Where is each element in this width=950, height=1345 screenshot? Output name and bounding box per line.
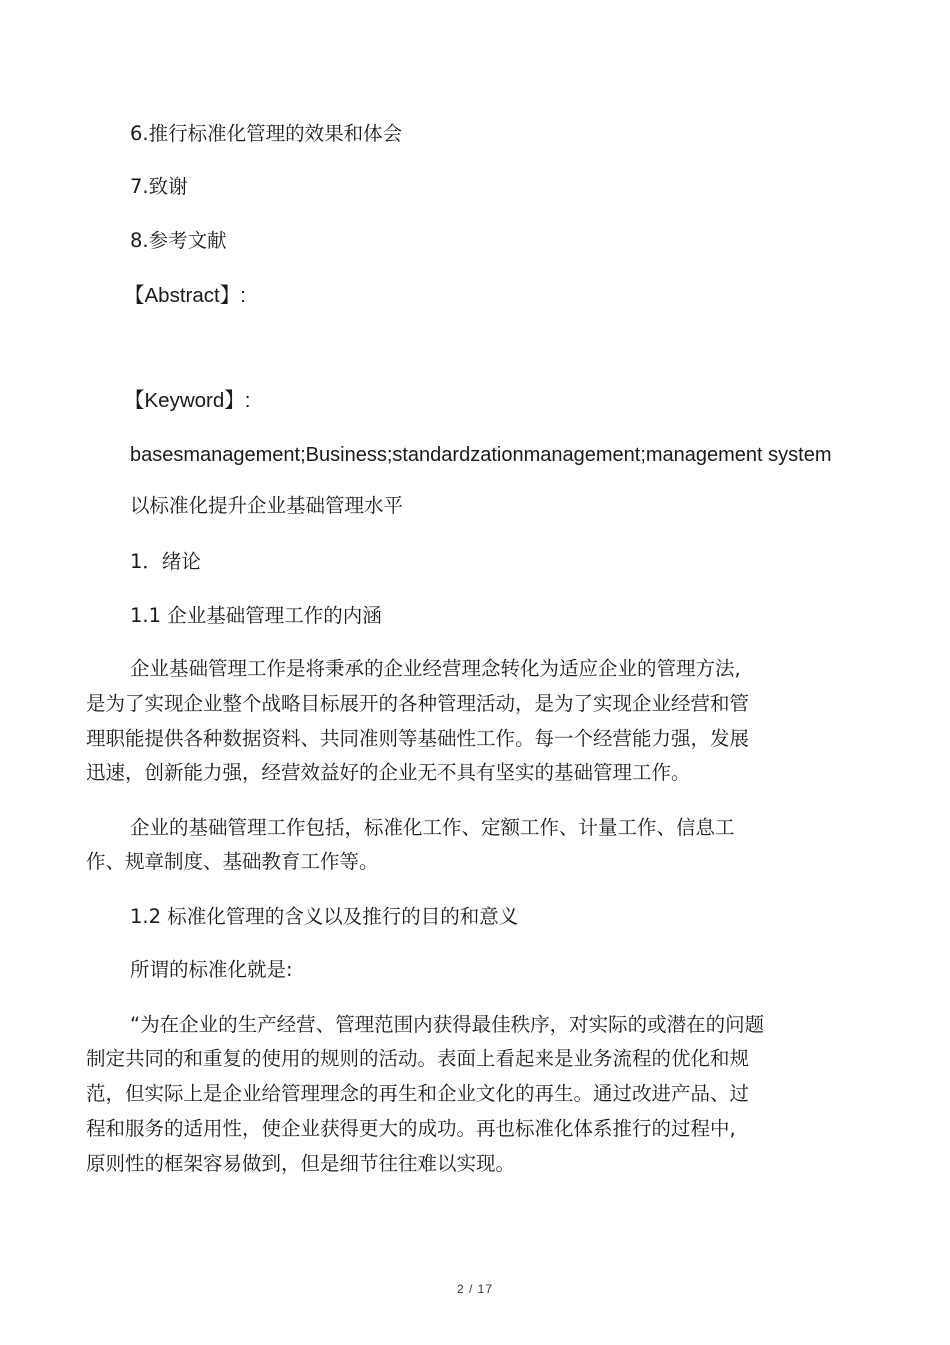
keywords-text: basesmanagement;Business;standardzationmanagement;management system (130, 444, 832, 466)
toc-item: 6.推行标准化管理的效果和体会 (130, 122, 403, 145)
paragraph-line: “为在企业的生产经营、管理范围内获得最佳秩序，对实际的或潜在的问题 (130, 1013, 765, 1036)
paragraph-line: 理职能提供各种数据资料、共同准则等基础性工作。每一个经营能力强，发展 (86, 727, 750, 750)
abstract-label: 【Abstract】: (124, 284, 246, 307)
document-title: 以标准化提升企业基础管理水平 (130, 494, 404, 517)
paragraph-line: 制定共同的和重复的使用的规则的活动。表面上看起来是业务流程的优化和规 (86, 1047, 750, 1070)
paragraph-line: 企业基础管理工作是将秉承的企业经营理念转化为适应企业的管理方法, (130, 657, 741, 680)
definition-intro: 所谓的标准化就是: (130, 958, 293, 981)
subsection-heading: 1.1 企业基础管理工作的内涵 (130, 604, 382, 627)
paragraph-line: 范，但实际上是企业给管理理念的再生和企业文化的再生。通过改进产品、过 (86, 1082, 750, 1105)
subsection-heading: 1.2 标准化管理的含义以及推行的目的和意义 (130, 905, 519, 928)
keyword-label: 【Keyword】: (124, 389, 251, 412)
section-heading: 1．绪论 (130, 550, 201, 573)
toc-item: 7.致谢 (130, 175, 188, 198)
toc-item: 8.参考文献 (130, 229, 227, 252)
paragraph-line: 企业的基础管理工作包括，标准化工作、定额工作、计量工作、信息工 (130, 816, 735, 839)
paragraph-line: 程和服务的适用性，使企业获得更大的成功。再也标准化体系推行的过程中, (86, 1117, 736, 1140)
paragraph-line: 作、规章制度、基础教育工作等。 (86, 850, 379, 873)
page-number: 2 / 17 (456, 1282, 494, 1296)
paragraph-line: 原则性的框架容易做到，但是细节往往难以实现。 (86, 1152, 516, 1175)
paragraph-line: 是为了实现企业整个战略目标展开的各种管理活动，是为了实现企业经营和管 (86, 692, 750, 715)
paragraph-line: 迅速，创新能力强，经营效益好的企业无不具有坚实的基础管理工作。 (86, 761, 691, 784)
